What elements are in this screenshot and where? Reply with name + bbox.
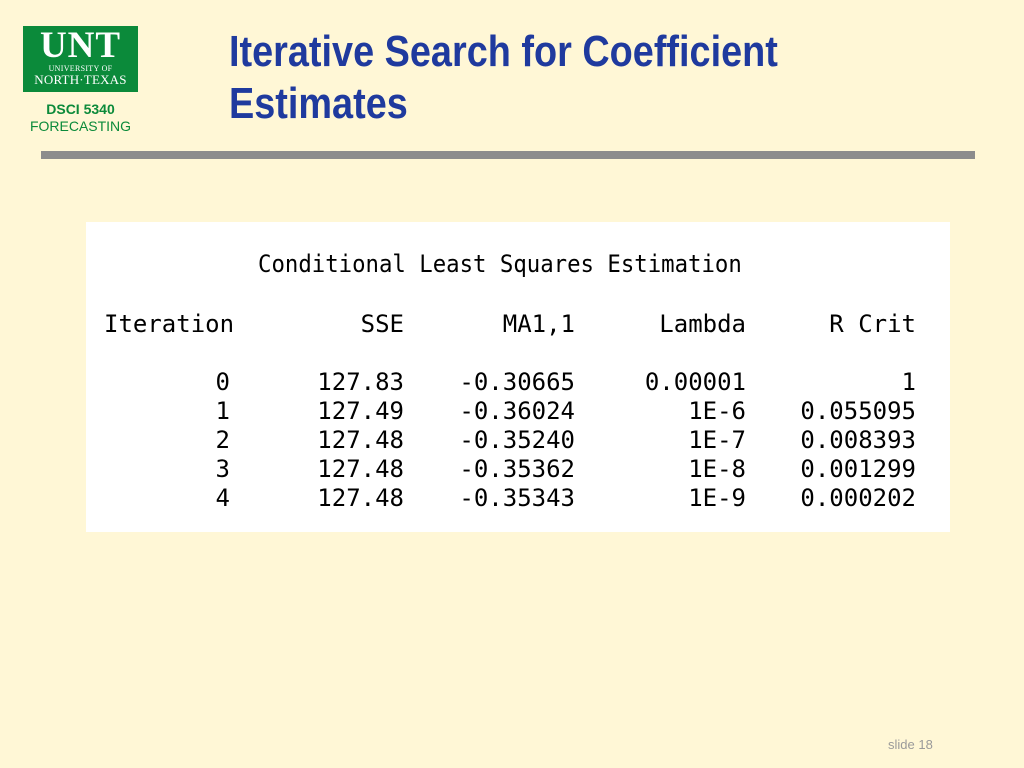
cell-sse: 127.48 [317, 426, 404, 454]
cell-lambda: 1E-8 [688, 455, 746, 483]
cell-iteration: 2 [215, 426, 230, 454]
cell-r-crit: 0.055095 [800, 397, 916, 425]
slide-title [229, 26, 865, 130]
cell-sse: 127.48 [317, 455, 404, 483]
table-title: Conditional Least Squares Estimation [258, 250, 742, 278]
cell-ma: -0.30665 [459, 368, 575, 396]
cell-iteration: 0 [215, 368, 230, 396]
header-lambda: Lambda [659, 310, 746, 338]
cell-ma: -0.36024 [459, 397, 575, 425]
slide-title-line-1: Iterative Search for Coefficient [229, 27, 778, 76]
cell-lambda: 1E-9 [688, 484, 746, 512]
cell-ma: -0.35240 [459, 426, 575, 454]
logo-line-university-of: UNIVERSITY OF [48, 64, 113, 73]
course-name: FORECASTING [29, 118, 132, 134]
header-sse: SSE [360, 310, 404, 338]
header-ma: MA1,1 [502, 310, 575, 338]
header-r-crit: R Crit [829, 310, 916, 338]
cell-sse: 127.48 [317, 484, 404, 512]
cell-ma: -0.35362 [459, 455, 575, 483]
output-table-panel [86, 222, 950, 532]
slide-number: slide 18 [888, 737, 933, 752]
course-label [22, 101, 139, 135]
cell-sse: 127.49 [317, 397, 404, 425]
cell-r-crit: 0.001299 [800, 455, 916, 483]
cell-r-crit: 1 [901, 368, 916, 396]
cell-iteration: 4 [215, 484, 230, 512]
cell-iteration: 1 [215, 397, 230, 425]
title-divider [41, 151, 975, 159]
cell-r-crit: 0.008393 [800, 426, 916, 454]
cell-lambda: 0.00001 [644, 368, 746, 396]
cell-lambda: 1E-7 [688, 426, 746, 454]
header-iteration: Iteration [104, 310, 235, 338]
logo-line-north-texas: NORTH·TEXAS [34, 72, 127, 87]
logo-wordmark: UNT [39, 25, 122, 66]
cell-iteration: 3 [215, 455, 230, 483]
unt-logo [23, 26, 138, 92]
cell-ma: -0.35343 [459, 484, 575, 512]
slide-title-line-2: Estimates [229, 79, 408, 128]
course-code: DSCI 5340 [46, 101, 115, 117]
cell-sse: 127.83 [317, 368, 404, 396]
cell-r-crit: 0.000202 [800, 484, 916, 512]
cell-lambda: 1E-6 [688, 397, 746, 425]
